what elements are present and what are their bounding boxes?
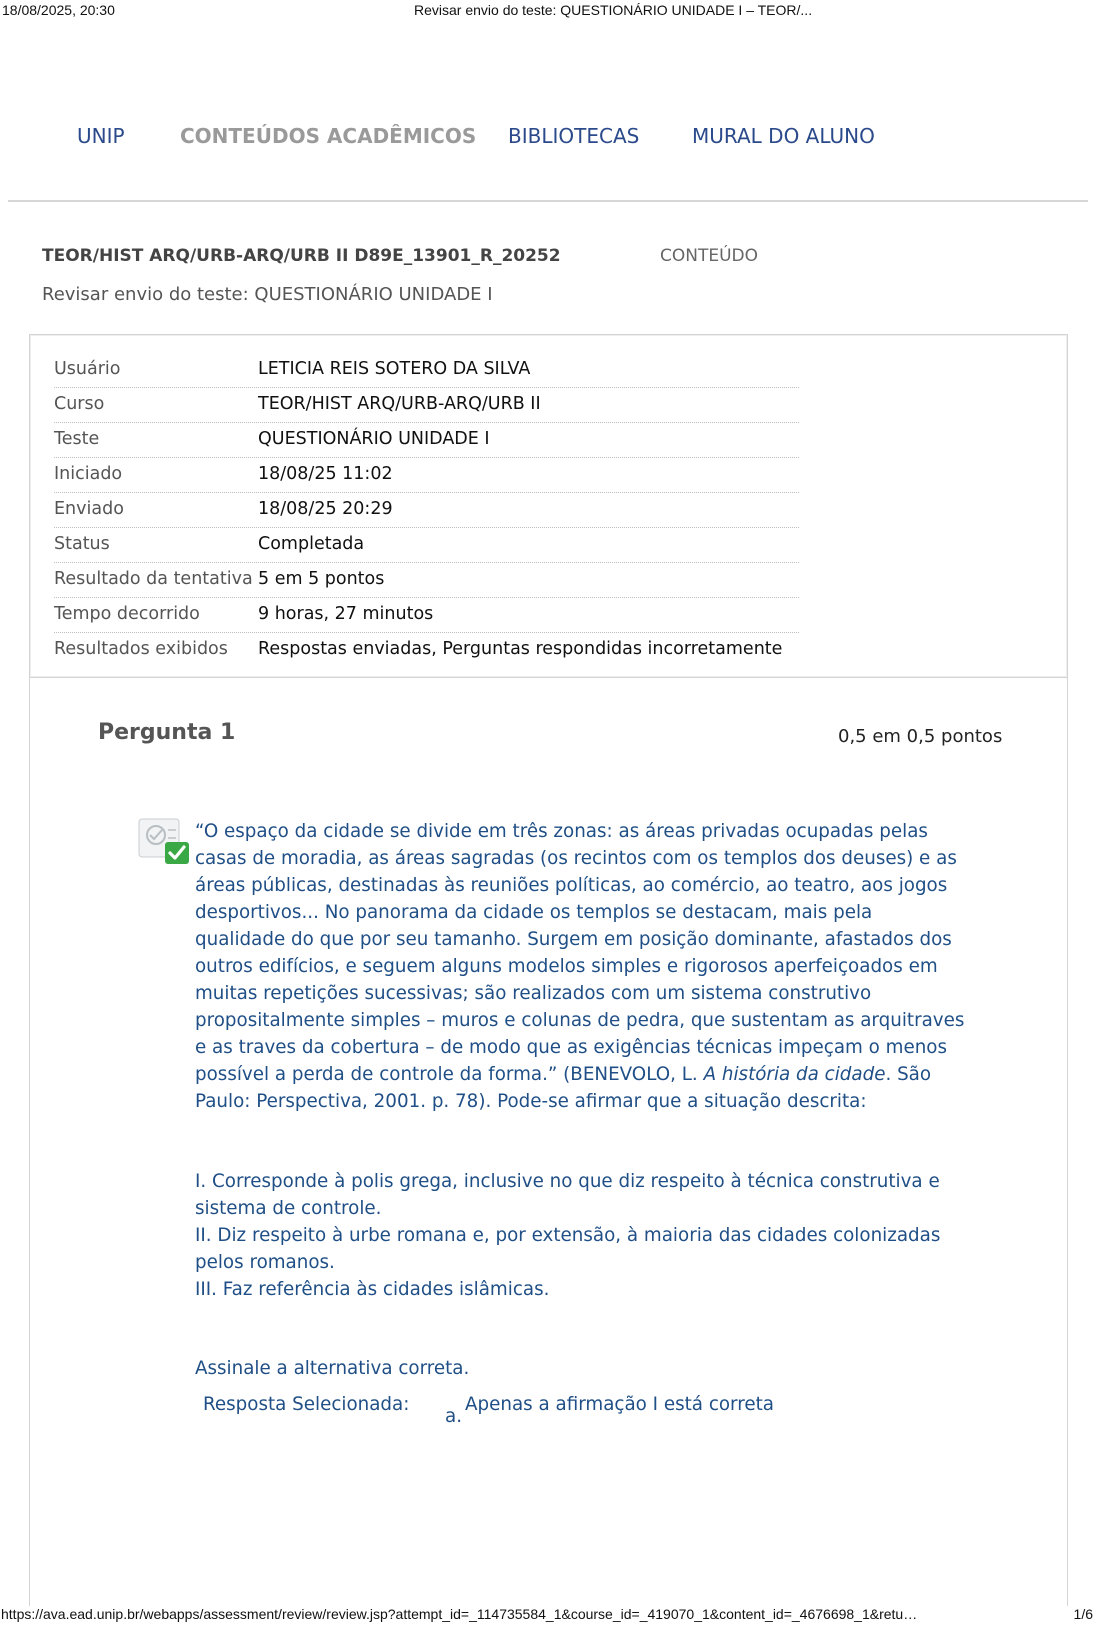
print-url: https://ava.ead.unip.br/webapps/assessment/review/review.jsp?attempt_id=_114735584_1&course_id=_419070_1&content_id=_4676698_1&retu… xyxy=(1,1606,918,1622)
print-footer xyxy=(0,1606,1096,1626)
nav-divider xyxy=(8,200,1088,202)
question-body xyxy=(195,818,965,1115)
summary-row-enviado xyxy=(54,493,799,528)
course-code[interactable]: TEOR/HIST ARQ/URB-ARQ/URB II D89E_13901_R_20252 xyxy=(42,246,561,266)
summary-value: Respostas enviadas, Perguntas respondidas incorretamente xyxy=(258,639,783,659)
question-instruction: Assinale a alternativa correta. xyxy=(195,1358,470,1379)
summary-value: 18/08/25 20:29 xyxy=(258,499,393,519)
question-title: Pergunta 1 xyxy=(98,720,236,745)
summary-value: LETICIA REIS SOTERO DA SILVA xyxy=(258,359,531,379)
statement-item: I. Corresponde à polis grega, inclusive no que diz respeito à técnica construtiva e sistema de controle. xyxy=(195,1171,940,1219)
print-title: Revisar envio do teste: QUESTIONÁRIO UNIDADE I – TEOR/... xyxy=(414,2,813,18)
summary-label: Usuário xyxy=(54,359,121,379)
question-score: 0,5 em 0,5 pontos xyxy=(838,726,1003,747)
summary-label: Enviado xyxy=(54,499,124,519)
summary-row-resultados-exibidos xyxy=(54,633,799,667)
question-1 xyxy=(29,676,1068,1606)
print-page-number: 1/6 xyxy=(1073,1606,1093,1622)
summary-value: 9 horas, 27 minutos xyxy=(258,604,434,624)
summary-label: Iniciado xyxy=(54,464,123,484)
top-navigation xyxy=(0,124,1096,154)
summary-label: Tempo decorrido xyxy=(54,604,200,624)
question-body-book-title: A história da cidade xyxy=(703,1064,886,1085)
selected-answer-label: Resposta Selecionada: xyxy=(203,1394,410,1415)
nav-bibliotecas[interactable]: BIBLIOTECAS xyxy=(508,124,640,148)
summary-value: QUESTIONÁRIO UNIDADE I xyxy=(258,429,490,449)
selected-answer-text: Apenas a afirmação I está correta xyxy=(465,1394,774,1415)
attempt-summary xyxy=(29,334,1068,678)
summary-value: TEOR/HIST ARQ/URB-ARQ/URB II xyxy=(258,394,541,414)
summary-table xyxy=(54,353,799,667)
summary-row-iniciado xyxy=(54,458,799,493)
selected-answer-letter: a. xyxy=(445,1406,463,1427)
summary-row-tempo xyxy=(54,598,799,633)
summary-label: Curso xyxy=(54,394,105,414)
question-body-text-end: . São Paulo: Perspectiva, 2001. p. 78). Pode-se afirmar que a situação descrita: xyxy=(195,1064,932,1112)
print-date: 18/08/2025, 20:30 xyxy=(2,2,115,18)
summary-label: Status xyxy=(54,534,110,554)
print-header xyxy=(0,2,1096,22)
summary-label: Teste xyxy=(54,429,100,449)
question-statements xyxy=(195,1168,965,1303)
summary-value: 5 em 5 pontos xyxy=(258,569,385,589)
summary-label: Resultado da tentativa xyxy=(54,569,253,589)
nav-unip[interactable]: UNIP xyxy=(77,124,125,148)
page-title: Revisar envio do teste: QUESTIONÁRIO UNIDADE I xyxy=(42,284,493,305)
summary-row-resultado xyxy=(54,563,799,598)
summary-row-status xyxy=(54,528,799,563)
summary-value: 18/08/25 11:02 xyxy=(258,464,393,484)
summary-row-usuario xyxy=(54,353,799,388)
summary-label: Resultados exibidos xyxy=(54,639,228,659)
content-breadcrumb-link[interactable]: CONTEÚDO xyxy=(660,246,759,266)
nav-mural-do-aluno[interactable]: MURAL DO ALUNO xyxy=(692,124,875,148)
statement-item: III. Faz referência às cidades islâmicas. xyxy=(195,1279,550,1300)
nav-conteudos-academicos[interactable]: CONTEÚDOS ACADÊMICOS xyxy=(180,124,477,148)
question-body-text: “O espaço da cidade se divide em três zonas: as áreas privadas ocupadas pelas casas de moradia, as áreas sagradas (os recintos com os templos dos deuses) e as áreas públicas, destinadas às reuniões políticas, ao comércio, ao teatro, aos jogos desportivos... No panorama da cidade os templos se destacam, mais pela qualidade do que por seu tamanho. Surgem em posição dominante, afastados dos outros edifícios, e seguem alguns modelos simples e rigorosos aperfeiçoados em muitas repetições sucessivas; são realizados com um sistema construtivo propositalmente simples – muros e colunas de pedra, que sustentam as arquitraves e as traves da cobertura – de modo que as exigências técnicas impeçam o menos possível a perda de controle da forma.” (BENEVOLO, L. xyxy=(195,821,965,1085)
summary-row-teste xyxy=(54,423,799,458)
correct-check-icon xyxy=(138,818,190,868)
summary-row-curso xyxy=(54,388,799,423)
statement-item: II. Diz respeito à urbe romana e, por extensão, à maioria das cidades colonizadas pelos romanos. xyxy=(195,1225,941,1273)
summary-value: Completada xyxy=(258,534,365,554)
